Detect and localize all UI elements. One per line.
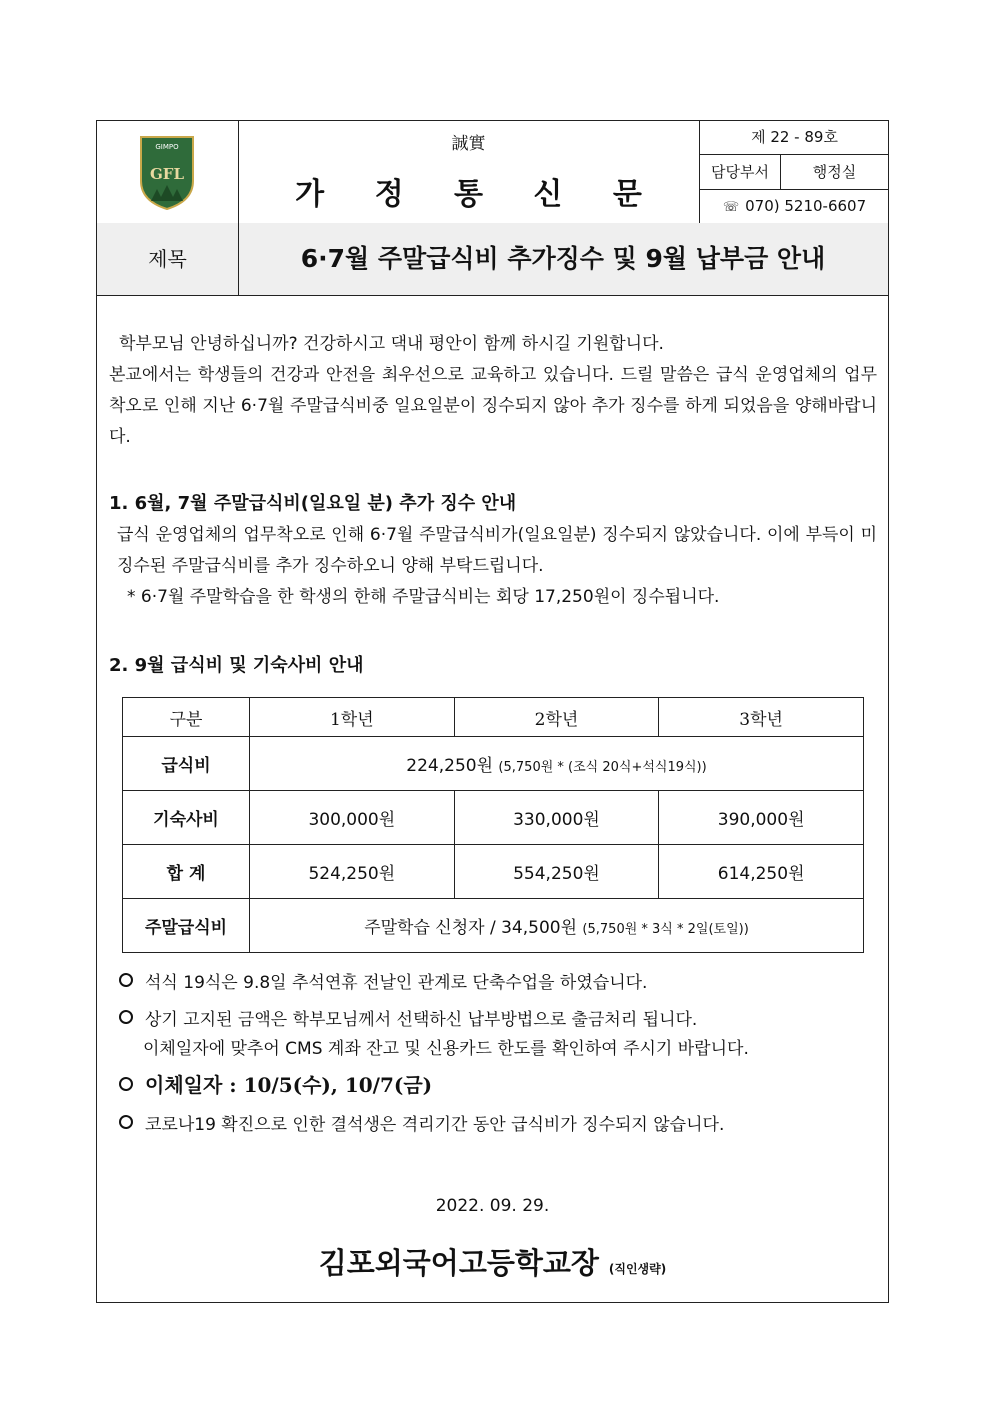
logo-cell bbox=[97, 121, 239, 223]
bullet-text: 상기 고지된 금액은 학부모님께서 선택하신 납부방법으로 출금처리 됩니다. bbox=[145, 1010, 698, 1030]
phone-icon: ☏ bbox=[722, 200, 740, 215]
principal-name: 김포외국어고등학교장 bbox=[318, 1246, 599, 1280]
title-cell bbox=[238, 121, 699, 223]
circle-bullet-icon bbox=[119, 1115, 133, 1129]
table-header-row bbox=[123, 698, 864, 737]
table-cell: 330,000원 bbox=[454, 791, 659, 845]
circle-bullet-icon bbox=[119, 1077, 133, 1091]
table-row bbox=[123, 899, 864, 953]
dept-value: 행정실 bbox=[812, 163, 857, 181]
row-label: 합 계 bbox=[123, 845, 250, 899]
fee-table bbox=[122, 697, 864, 953]
subject-label: 제목 bbox=[97, 223, 239, 295]
subject-row bbox=[97, 223, 888, 296]
bullet-note bbox=[119, 1006, 697, 1035]
intro-paragraph: 본교에서는 학생들의 건강과 안전을 최우선으로 교육하고 있습니다. 드릴 말씀은 급식 운영업체의 업무착오로 인해 지난 6·7월 주말급식비중 일요일분이 징수되지 않아 추가 징수를 하게 되었음을 양해바랍니다. bbox=[109, 365, 877, 447]
section1-body: 급식 운영업체의 업무착오로 인해 6·7월 주말급식비가(일요일분) 징수되지 않았습니다. 이에 부득이 미징수된 주말급식비를 추가 징수하오니 양해 부탁드립니다. bbox=[117, 525, 877, 576]
phone-number: 070) 5210-6607 bbox=[745, 197, 867, 215]
bullet-text: 석식 19식은 9.8일 추석연휴 전날인 관계로 단축수업을 하였습니다. bbox=[145, 973, 648, 993]
table-row bbox=[123, 737, 864, 791]
section1-heading: 1. 6월, 7월 주말급식비(일요일 분) 추가 징수 안내 bbox=[109, 493, 517, 514]
circle-bullet-icon bbox=[119, 1010, 133, 1024]
signature-line bbox=[97, 1241, 888, 1282]
table-cell: 390,000원 bbox=[659, 791, 864, 845]
document-title: 가 정 통 신 문 bbox=[295, 177, 662, 212]
logo-text: GFL bbox=[149, 165, 185, 183]
table-cell: 614,250원 bbox=[659, 845, 864, 899]
table-row bbox=[123, 791, 864, 845]
dept-row bbox=[700, 155, 889, 190]
bullet-note bbox=[119, 969, 647, 998]
bullet-text: 코로나19 확진으로 인한 결석생은 격리기간 동안 급식비가 징수되지 않습니다. bbox=[145, 1115, 725, 1135]
row-label: 급식비 bbox=[123, 737, 250, 791]
section2-heading: 2. 9월 급식비 및 기숙사비 안내 bbox=[109, 655, 364, 676]
bullet-text: 이체일자 : 10/5(수), 10/7(금) bbox=[145, 1073, 433, 1097]
bullet-note bbox=[119, 1111, 724, 1140]
table-cell: 300,000원 bbox=[250, 791, 455, 845]
row-label: 기숙사비 bbox=[123, 791, 250, 845]
table-cell: 554,250원 bbox=[454, 845, 659, 899]
subject-title: 6·7월 주말급식비 추가징수 및 9월 납부금 안내 bbox=[300, 244, 826, 273]
document-frame bbox=[96, 120, 889, 1303]
row-label: 주말급식비 bbox=[123, 899, 250, 953]
weekend-fee-cell bbox=[250, 899, 864, 953]
meal-fee-amount: 224,250원 bbox=[406, 756, 494, 776]
seal-note: (직인생략) bbox=[608, 1262, 667, 1276]
issue-date: 2022. 09. 29. bbox=[435, 1196, 550, 1216]
weekend-fee-text: 주말학습 신청자 / 34,500원 bbox=[364, 918, 578, 938]
intro-greeting: 학부모님 안녕하십니까? 건강하시고 댁내 평안이 함께 하시길 기원합니다. bbox=[119, 334, 664, 354]
bullet-note bbox=[119, 1071, 432, 1100]
col-header: 2학년 bbox=[454, 698, 659, 737]
bullet-continuation: 이체일자에 맞추어 CMS 계좌 잔고 및 신용카드 한도를 확인하여 주시기 바랍니다. bbox=[143, 1039, 749, 1059]
circle-bullet-icon bbox=[119, 973, 133, 987]
meal-fee-detail: (5,750원 * (조식 20식+석식19식)) bbox=[498, 760, 707, 775]
school-motto: 誠實 bbox=[451, 134, 486, 154]
dept-label: 담당부서 bbox=[700, 155, 781, 190]
letter-header bbox=[97, 121, 888, 224]
weekend-fee-detail: (5,750원 * 3식 * 2일(토일)) bbox=[582, 922, 749, 937]
col-header: 구분 bbox=[123, 698, 250, 737]
table-row bbox=[123, 845, 864, 899]
col-header: 3학년 bbox=[659, 698, 864, 737]
logo-top-text: GIMPO bbox=[155, 143, 179, 151]
table-cell: 524,250원 bbox=[250, 845, 455, 899]
meal-fee-cell bbox=[250, 737, 864, 791]
document-meta bbox=[699, 121, 889, 223]
section1-note: * 6·7월 주말학습을 한 학생의 한해 주말급식비는 회당 17,250원이 징수됩니다. bbox=[127, 587, 720, 607]
phone-row bbox=[700, 190, 889, 223]
school-logo bbox=[137, 133, 197, 211]
col-header: 1학년 bbox=[250, 698, 455, 737]
doc-number: 제 22 - 89호 bbox=[700, 121, 889, 155]
